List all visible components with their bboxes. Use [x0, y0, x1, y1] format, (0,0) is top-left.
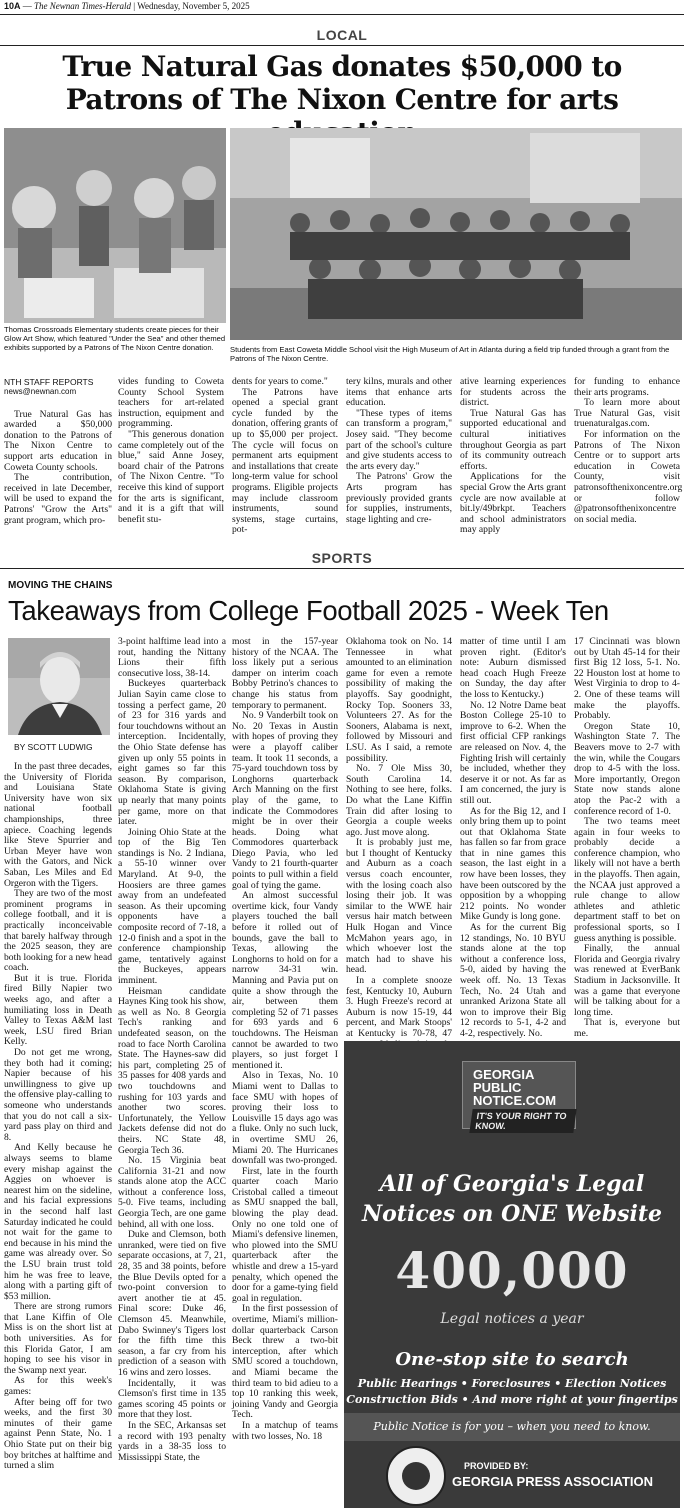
sports-paragraph: 17 Cincinnati was blown out by Utah 45-14 for their first Big 12 loss, 5-1. No. 22 Houston lost at home to West Virginia to drop to 4-2. One of these teams will make the playoffs. Probably. — [574, 636, 680, 722]
sports-col-3 — [232, 637, 338, 1509]
local-headline: True Natural Gas donates $50,000 to Patrons of The Nixon Centre for arts — [62, 50, 622, 116]
local-article-col-3 — [232, 377, 338, 547]
local-paragraph: "This generous donation came completely out of the blue," said Anne Josey, board chair of the Patrons of The Nixon Centre. "To receive this kind of support for the arts is significant, and it is a gift that will benefit stu- — [118, 428, 224, 525]
local-paragraph: Applications for the special Grow the Arts grant cycle are now available at bit.ly/49brkpt. Teachers and school administrators may apply — [460, 471, 566, 536]
ad-sponsor-name: GEORGIA PRESS ASSOCIATION — [452, 1474, 654, 1489]
sports-paragraph: There are strong rumors that Lane Kiffin of Ole Miss is on the short list at both universities. As for this Florida Gator, I am hoping to see his visor in the Swamp next year. — [4, 1301, 112, 1376]
local-paragraph: ative learning experiences for students across the district. — [460, 376, 566, 409]
sports-paragraph: No. 12 Notre Dame beat Boston College 25-10 to improve to 6-2. When the first official CFP rankings are released on Nov. 4, the Fighting Irish will certainly be included, whether they deserve it or not. As far as I am concerned, the jury is still out. — [460, 699, 566, 806]
sports-paragraph: No. 9 Vanderbilt took on No. 20 Texas in Austin with hopes of proving they were a playoff caliber team. It took 11 seconds, a 75-yard touchdown toss by Longhorns quarterback Arch Manning on the first play of the game, to indicate the Commodores might be in over their heads. Doing what Commodores quarterback Diego Pavia, who led Vandy to 21 fourth-quarter points to pull within a field goal of tying the game. — [232, 710, 338, 891]
field-trip-photo — [230, 128, 682, 340]
sports-paragraph: In a matchup of teams with two losses, No. 18 — [232, 1419, 338, 1442]
sports-headline: Takeaways from College Football 2025 - Week Ten — [8, 595, 609, 626]
paper-name: The Newnan Times-Herald — [34, 1, 132, 11]
sports-paragraph: As for the current Big 12 standings, No. 10 BYU stands alone at the top without a conference loss, 5-0, aided by having the week off. No. 13 Texas Tech, No. 24 Utah and unranked Arizona State all won to improve their Big 12 records to 5-1, 4-2 and 4-2, respectively. No. — [460, 922, 566, 1039]
sports-paragraph: An almost successful overtime kick, four Vandy players touched the ball before it rolled out of bounds, gave the ball to Texas, allowing the Longhorns to hold on for a narrow 34-31 win. Manning and Pavia put on quite a show through the air, between them completing 52 of 71 passes for 693 yards and 6 touchdowns. The Heisman cannot be awarded to two players, so just forget I mentioned it. — [232, 890, 338, 1071]
sports-paragraph: In the past three decades, the University of Florida and Louisiana State University have won six national football championships, three apiece. Coaching legends like Steve Spurrier and Urban Meyer have won with the Gators, and Nick Saban, Les Miles and Ed Orgeron with the Tigers. — [4, 761, 112, 889]
sports-col-2 — [118, 637, 226, 1509]
sports-col-4 — [346, 636, 452, 1039]
top-rule — [0, 14, 684, 15]
gpa-seal-icon — [386, 1446, 446, 1506]
sports-paragraph: 3-point halftime lead into a rout, handing the Nittany Lions their fifth consecutive loss, 38-14. — [118, 636, 226, 679]
art-show-illustration — [4, 128, 226, 323]
local-paragraph: True Natural Gas has supported educational and cultural initiatives throughout Georgia as part of its community outreach efforts. — [460, 407, 566, 472]
sports-col-1 — [4, 762, 112, 1509]
logo-wordmark: GEORGIA PUBLIC NOTICE.COM — [473, 1067, 557, 1108]
column-kicker: MOVING THE CHAINS — [8, 580, 113, 591]
local-paragraph: True Natural Gas has awarded a $50,000 donation to the Patrons of The Nixon Centre to support arts education in Coweta County schools. — [4, 408, 112, 473]
sports-paragraph: The two teams meet again in four weeks to probably decide a conference champion, who likely will not have a berth in the playoffs. Then again, the NCAA just approved a rule change to allow athletes and athletic department staff to bet on professional sports, so I guess anything is possible. — [574, 816, 680, 944]
local-paragraph: To learn more about True Natural Gas, visit truenaturalgas.com. — [574, 397, 680, 430]
local-article-col-5 — [460, 377, 566, 547]
ad-headline-1: All of Georgia's Legal — [379, 1171, 645, 1197]
sports-paragraph: Do not get me wrong, they both had it coming; Napier because of his unwillingness to give up the offensive play-calling to someone who understands that you do not call a six-yard pass play on third and 8. — [4, 1047, 112, 1143]
local-article-col-1 — [4, 377, 112, 547]
folio-dash: — — [22, 1, 32, 11]
author-portrait — [8, 638, 110, 735]
local-paragraph: For information on the Patrons of The Nixon Centre or to support arts education in Coweta County, visit patronsofthenixoncentre.org or follow @patronsofthenixoncentre on social media. — [574, 428, 683, 525]
sports-paragraph: Buckeyes quarterback Julian Sayin came close to tossing a perfect game, 20 of 23 for 316 yards and four touchdowns without an interception. Incidentally, the Ohio State defense has given up only 55 points in eight games so far this season. By comparison, Oklahoma State is giving up nearly that many points per game, more on that later. — [118, 678, 226, 828]
sports-paragraph: In the first possession of overtime, Miami's million-dollar quarterback Carson Beck threw a two-bit interception, after which SMU scored a touchdown, and Miami became the third team to bid adieu to a top 10 ranking this week, joining Vandy and Georgia Tech. — [232, 1303, 338, 1421]
sports-paragraph: As for the Big 12, and I only bring them up to point out that Oklahoma State has fallen so far from grace that in nine games this season, the last eight in a row have been losses, they have been outscored by the opposition by a whopping 212 points. No wonder Mike Gundy is long gone. — [460, 805, 566, 923]
sports-paragraph: And Kelly because he always seems to blame every mishap against the Aggies on whoever is nearest him on the sideline, and his facial expressions in the second half last Saturday indicated he could not wait for the game to end because in his mind the game was already over. So the LSU brain trust told him he was free to leave, along with a parting gift of $53 million. — [4, 1142, 112, 1302]
sports-paragraph: No. 7 Ole Miss 30, South Carolina 14. Nothing to see here, folks. Do what the Lane Kiffin Train did after losing to Georgia a couple weeks ago. Just move along. — [346, 763, 452, 838]
sports-byline: BY SCOTT LUDWIG — [14, 742, 93, 752]
sports-paragraph: matter of time until I am proven right. (Editor's note: Auburn dismissed head coach Hugh Freeze on Sunday, the day after the loss to Kentucky.) — [460, 636, 566, 700]
ad-bullets-2: Construction Bids • And more right at your fingertips — [346, 1393, 678, 1406]
public-notice-logo — [462, 1061, 576, 1129]
local-article-col-6 — [574, 376, 683, 547]
sports-col-6 — [574, 636, 680, 1039]
sports-paragraph: No. 15 Virginia beat California 31-21 and now stands alone atop the ACC without a conference loss, 5-0. Five teams, including Georgia Tech, are one game behind, all with one loss. — [118, 1155, 226, 1230]
field-trip-illustration — [230, 128, 682, 340]
ad-bullets-1: Public Hearings • Foreclosures • Election Notices — [357, 1377, 667, 1390]
local-paragraph: "These types of items can transform a program," Josey said. "They become part of the school's culture and give students access to the arts every day." — [346, 407, 452, 472]
local-paragraph: tery kilns, murals and other items that enhance arts education. — [346, 376, 452, 409]
sports-paragraph: Heisman candidate Haynes King took his show, as well as No. 8 Georgia Tech's ranking and undefeated season, on the road to face North Carolina State. The Haynes-saw did his part, completing 25 of 35 passes for 408 yards and two touchdowns and rushing for 103 yards and another two scores. Unfortunately, the Yellow Jackets defense did not do theirs. NC State 48, Georgia Tech 36. — [118, 985, 226, 1156]
ad-one-stop: One-stop site to search — [395, 1349, 629, 1370]
sports-paragraph: They are two of the most prominent programs in college football, and it is practically inconceivable that barely halfway through the 2025 season, they are both looking for a new head coach. — [4, 888, 112, 974]
sports-paragraph: most in the 157-year history of the NCAA. The loss likely put a serious damper on interim coach Bobby Petrino's chances to change his status from temporary to permanent. — [232, 636, 338, 711]
ad-notice-count: 400,000 — [395, 1241, 629, 1300]
ad-count-label: Legal notices a year — [440, 1311, 584, 1327]
local-paragraph: dents for years to come." — [232, 376, 328, 387]
staff-email: news@newnan.com — [4, 387, 77, 396]
sports-paragraph: Duke and Clemson, both unranked, were tied on five separate occasions, at 7, 21, 28, 35 and 38 points, before the Blue Devils opted for a two-point conversion to avert another tie at 45. Final score: Duke 46, Clemson 45. Meanwhile, Dabo Swinney's Tigers lost for the fifth time this season, a far cry from his prediction of a season with 16 wins and zero losses. — [118, 1229, 226, 1378]
staff-byline: NTH STAFF REPORTS — [4, 377, 94, 387]
sports-section-label: SPORTS — [311, 550, 373, 566]
local-paragraph: vides funding to Coweta County School System teachers for art-related instruction, equipment and programming. — [118, 376, 224, 430]
sports-paragraph: It is probably just me, but I thought of Kentucky and Auburn as a coach versus coach encounter, with the losing coach also losing their job. It was similar to the WWE hair versus hair match between Hulk Hogan and Vince McMahon years ago, in which whoever lost the match had to shave his head. — [346, 837, 452, 976]
logo-tagline: IT'S YOUR RIGHT TO KNOW. — [469, 1109, 576, 1133]
page-folio — [4, 1, 250, 11]
ad-headline-2: Notices on ONE Website — [362, 1201, 662, 1227]
folio-separator: | — [133, 1, 136, 11]
local-paragraph: The contribution, received in late December, will be used to expand the Patrons' "Grow the Arts" grant program, which pro- — [4, 472, 112, 526]
public-notice-ad[interactable] — [344, 1041, 680, 1508]
local-paragraph: The Patrons have opened a special grant cycle funded by the donation, offering grants of up to $5,000 per project. The cycle will focus on permanent arts equipment and installations that create long-term value for school programs. Eligible projects may include classroom instruments, sound systems, stage curtains, pot- — [232, 386, 338, 536]
sports-paragraph: But it is true. Florida fired Billy Napier two weeks ago, and after a humiliating loss in Death Valley to Texas A&M last week, LSU fired Brian Kelly. — [4, 972, 112, 1048]
author-headshot — [8, 638, 110, 735]
ad-provided-by: PROVIDED BY: — [464, 1461, 529, 1471]
photo-caption-left: Thomas Crossroads Elementary students create pieces for their Glow Art Show, which featured "Under the Sea" and other themed exhibits supported by a Patrons of The Nixon Centre donation. — [4, 325, 226, 352]
sports-paragraph: First, late in the fourth quarter coach Mario Cristobal called a timeout as SMU snapped the ball, blowing the play dead. Only no one told one of Miami's defensive linemen, who plowed into the SMU quarterback after the whistle and drew a 15-yard penalty, which opened the door for a game-tying field goal in regulation. — [232, 1165, 338, 1304]
ad-tagline-bar: Public Notice is for you – when you need to know. — [344, 1413, 680, 1441]
local-section-label: LOCAL — [316, 27, 368, 43]
issue-date: Wednesday, November 5, 2025 — [137, 1, 250, 11]
sports-paragraph: Finally, the annual Florida and Georgia rivalry was renewed at EverBank Stadium in Jacksonville. It was a game that everyone will be talking about for a long time. — [574, 943, 680, 1018]
sports-paragraph: As for this week's games: — [4, 1375, 112, 1398]
sports-paragraph: In the SEC, Arkansas set a record with 193 penalty yards in a 38-35 loss to Mississippi State, the — [118, 1419, 226, 1463]
sports-paragraph: Also in Texas, No. 10 Miami went to Dallas to face SMU with hopes of proving their loss to Louisville 15 days ago was a fluke. Only no such luck, in overtime SMU 26, Miami 20. The Hurricanes downfall was two-pronged. — [232, 1070, 338, 1167]
local-article-col-2 — [118, 377, 224, 547]
sports-paragraph: In a complete snooze fest, Kentucky 10, Auburn 3. Hugh Freeze's record at Auburn is now 15-19, 44 percent, and Mark Stoops' at Kentucky is 70-78, 47 — [346, 975, 452, 1039]
local-article-col-4 — [346, 377, 452, 547]
art-show-photo — [4, 128, 226, 323]
photo-caption-right: Students from East Coweta Middle School visit the High Museum of Art in Atlanta during a field trip funded through a grant from the Patrons of The Nixon Centre. — [230, 345, 670, 363]
local-paragraph: The Patrons' Grow the Arts program has previously provided grants for supplies, instruments, stage lighting and cre- — [346, 471, 452, 525]
sports-col-5 — [460, 636, 566, 1039]
local-paragraph: for funding to enhance their arts programs. — [574, 376, 680, 398]
sports-paragraph: Incidentally, it was Clemson's first time in 135 games scoring 45 points or more that they lost. — [118, 1377, 226, 1421]
local-rule — [0, 45, 684, 46]
sports-paragraph: Oklahoma took on No. 14 Tennessee in what amounted to an elimination game for even a remote possibility of making the playoffs. Say goodnight, Rocky Top. Sooners 33, Volunteers 27. As for the Sooners, Alabama is next, followed by Missouri and LSU. As I said, a remote possibility. — [346, 636, 452, 764]
sports-paragraph: That is, everyone but me. — [574, 1017, 680, 1039]
sports-paragraph: Oregon State 10, Washington State 7. The Beavers move to 2-7 with the win, while the Cougars drop to 4-5 with the loss. More importantly, Oregon State now stands alone atop the Pac-2 with a conference record of 1-0. — [574, 720, 680, 817]
sports-paragraph: Joining Ohio State at the top of the Big Ten standings is No. 2 Indiana, a 55-10 winner over Maryland. At 9-0, the Hoosiers are three games away from an undefeated season. As their upcoming opponents have a composite record of 7-18, a 12-0 finish and a spot in the conference championship game, tentatively against the Buckeyes, appears imminent. — [118, 826, 226, 986]
sports-rule — [0, 568, 684, 569]
sports-paragraph: After being off for two weeks, and the first 30 minutes of their game against Penn State, No. 1 Ohio State put on their big boy britches at halftime and turned a slim — [4, 1396, 112, 1472]
page-number: 10A — [4, 1, 21, 11]
